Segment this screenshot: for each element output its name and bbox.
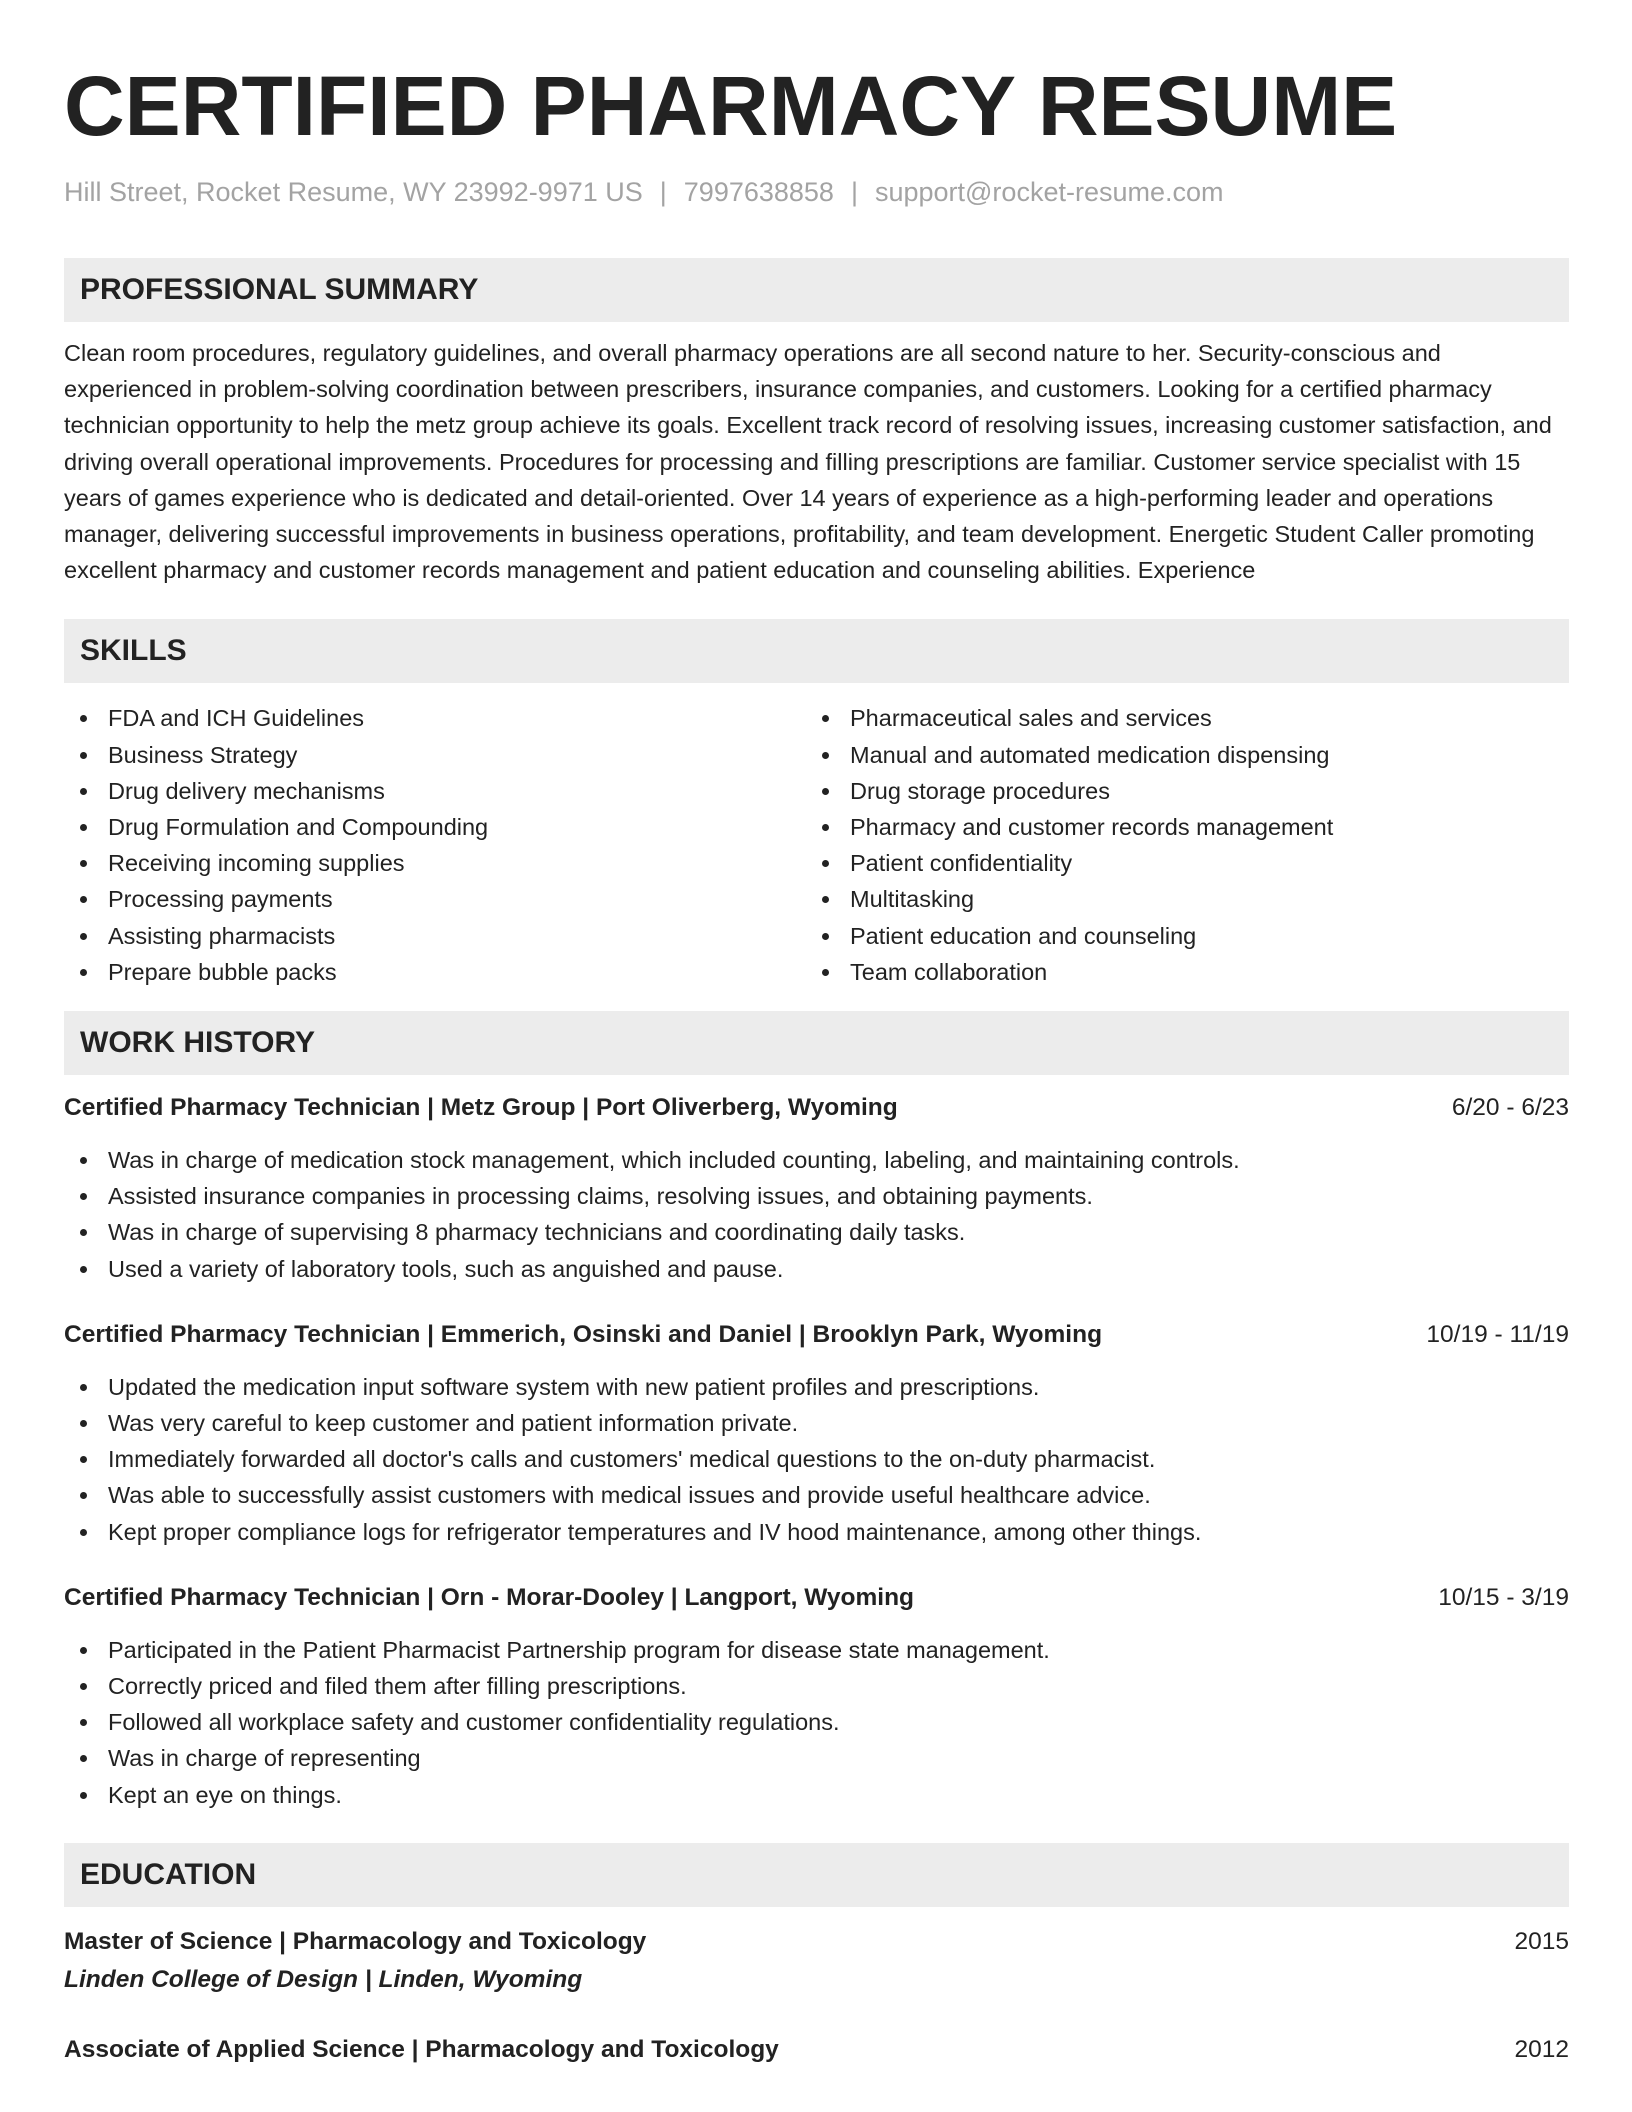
job-header [64,1580,1569,1616]
job-title: Certified Pharmacy Technician | Orn - Morar-Dooley | Langport, Wyoming [64,1583,915,1611]
contact-address: Hill Street, Rocket Resume, WY 23992-9971 US [64,177,643,207]
skill-item: Drug storage procedures [806,773,1548,809]
education-year: 2012 [1514,2035,1569,2063]
resume-page [64,0,1569,2068]
job-bullet: Immediately forwarded all doctor's calls and customers' medical questions to the on-duty pharmacist. [64,1441,1569,1477]
contact-separator: | [659,177,667,207]
job-bullet: Kept an eye on things. [64,1777,1569,1813]
education-header [64,1924,1569,1960]
job-bullets [64,1369,1569,1550]
resume-title: CERTIFIED PHARMACY RESUME [64,59,1398,153]
job-bullet: Was in charge of medication stock management, which included counting, labeling, and maintaining controls. [64,1142,1569,1178]
contact-separator: | [850,177,858,207]
skill-item: Drug Formulation and Compounding [64,809,806,845]
job-bullet: Correctly priced and filed them after filling prescriptions. [64,1668,1569,1704]
education-school: Linden College of Design | Linden, Wyoming [64,1965,583,1993]
job-bullet: Participated in the Patient Pharmacist Partnership program for disease state management. [64,1632,1569,1668]
job-bullet: Assisted insurance companies in processing claims, resolving issues, and obtaining payments. [64,1178,1569,1214]
education-entry [64,1924,1569,1998]
skills-column-left [64,700,806,990]
job-bullets [64,1142,1569,1287]
section-header-work-history: WORK HISTORY [64,1011,1569,1075]
skill-item: Patient education and counseling [806,918,1548,954]
skill-item: Team collaboration [806,954,1548,990]
skills-column-right [806,700,1548,990]
skill-item: Manual and automated medication dispensing [806,737,1548,773]
job-entry [64,1317,1569,1550]
job-title: Certified Pharmacy Technician | Metz Group | Port Oliverberg, Wyoming [64,1094,898,1122]
job-bullet: Followed all workplace safety and customer confidentiality regulations. [64,1704,1569,1740]
job-entry [64,1580,1569,1813]
job-title: Certified Pharmacy Technician | Emmerich, Osinski and Daniel | Brooklyn Park, Wyoming [64,1320,1103,1348]
section-header-education: EDUCATION [64,1843,1569,1907]
skill-item: Assisting pharmacists [64,918,806,954]
skill-item: FDA and ICH Guidelines [64,700,806,736]
job-dates: 10/15 - 3/19 [1438,1583,1569,1611]
job-dates: 6/20 - 6/23 [1451,1094,1569,1122]
skills-grid [64,700,1569,990]
job-bullet: Was very careful to keep customer and patient information private. [64,1405,1569,1441]
job-header [64,1090,1569,1126]
contact-phone: 7997638858 [683,177,834,207]
contact-line [64,174,1569,210]
education-entry [64,2032,1569,2068]
job-bullet: Updated the medication input software system with new patient profiles and prescriptions. [64,1369,1569,1405]
job-bullet: Used a variety of laboratory tools, such as anguished and pause. [64,1251,1569,1287]
job-bullets [64,1632,1569,1813]
section-header-summary: PROFESSIONAL SUMMARY [64,258,1569,322]
skill-item: Pharmaceutical sales and services [806,700,1548,736]
skill-item: Pharmacy and customer records management [806,809,1548,845]
skill-item: Multitasking [806,881,1548,917]
job-entry [64,1090,1569,1287]
skill-item: Business Strategy [64,737,806,773]
job-bullet: Kept proper compliance logs for refrigerator temperatures and IV hood maintenance, among other things. [64,1514,1569,1550]
summary-text: Clean room procedures, regulatory guidelines, and overall pharmacy operations are all second nature to her. Security-conscious and experienced in problem-solving coordination between prescribers, insurance companies, and customers. Looking for a certified pharmacy technician opportunity to help the metz group achieve its goals. Excellent track record of resolving issues, increasing customer satisfaction, and driving overall operational improvements. Procedures for processing and filling prescriptions are familiar. Customer service specialist with 15 years of games experience who is dedicated and detail-oriented. Over 14 years of experience as a high-performing leader and operations manager, delivering successful improvements in business operations, profitability, and team development. Energetic Student Caller promoting excellent pharmacy and customer records management and patient education and counseling abilities. Experience [64,340,1552,584]
job-header [64,1317,1569,1353]
education-degree: Master of Science | Pharmacology and Toxicology [64,1927,647,1955]
education-header [64,2032,1569,2068]
section-header-skills: SKILLS [64,619,1569,683]
education-year: 2015 [1514,1927,1569,1955]
skill-item: Processing payments [64,881,806,917]
skill-item: Patient confidentiality [806,845,1548,881]
education-degree: Associate of Applied Science | Pharmacology and Toxicology [64,2035,779,2063]
skill-item: Drug delivery mechanisms [64,773,806,809]
job-bullet: Was able to successfully assist customers with medical issues and provide useful healthcare advice. [64,1477,1569,1513]
contact-email: support@rocket-resume.com [874,177,1224,207]
job-bullet: Was in charge of representing [64,1740,1569,1776]
skill-item: Prepare bubble packs [64,954,806,990]
skill-item: Receiving incoming supplies [64,845,806,881]
job-dates: 10/19 - 11/19 [1426,1320,1569,1348]
job-bullet: Was in charge of supervising 8 pharmacy technicians and coordinating daily tasks. [64,1214,1569,1250]
